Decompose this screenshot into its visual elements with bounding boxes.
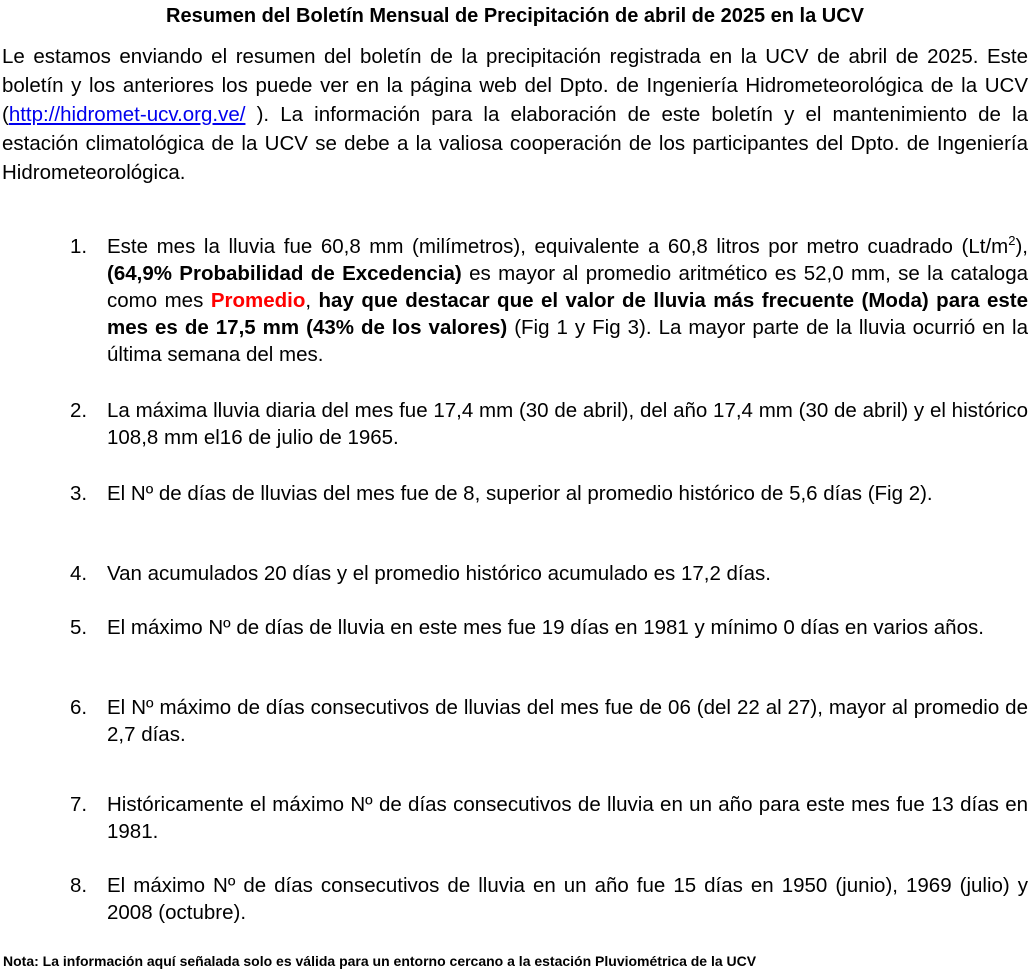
exceedance-probability: (64,9% Probabilidad de Excedencia) (107, 262, 462, 285)
list-item-5 (70, 614, 1028, 641)
footnote: Nota: La información aquí señalada solo es válida para un entorno cercano a la estación Pluviométrica de la UCV (3, 953, 757, 969)
list-item-text: El máximo Nº de días consecutivos de lluvia en un año fue 15 días en 1950 (junio), 1969 (julio) y 2008 (octubre). (107, 874, 1028, 924)
list-item-text (107, 233, 1028, 368)
list-item-number: 3. (70, 482, 88, 505)
list-item-number: 5. (70, 616, 88, 639)
list-item-8 (70, 872, 1028, 926)
text-segment: ), (1015, 235, 1028, 258)
list-item-text: Van acumulados 20 días y el promedio histórico acumulado es 17,2 días. (107, 562, 771, 585)
hidromet-website-link[interactable]: http://hidromet-ucv.org.ve/ (8, 103, 246, 126)
intro-text-before-link: Le estamos enviando el resumen del boletín de la precipitación registrada en la UCV de abril de 2025. Este boletín y los anteriores los puede ver en la página web del Dpto. de Ingeniería Hidrometeorológica de la UCV ( (2, 45, 1028, 126)
text-segment: es mayor al promedio aritmético es 52,0 mm, se la cataloga como mes (107, 262, 1028, 312)
list-item-7 (70, 791, 1028, 845)
intro-text-after-link: ). La información para la elaboración de este boletín y el mantenimiento de la estación climatológica de la UCV se debe a la valiosa cooperación de los participantes del Dpto. de Ingeniería Hidrometeorológica. (2, 103, 1028, 184)
list-item-4 (70, 560, 1028, 587)
list-item-number: 6. (70, 696, 88, 719)
text-segment: , (305, 289, 319, 312)
list-item-text: La máxima lluvia diaria del mes fue 17,4 mm (30 de abril), del año 17,4 mm (30 de abril) y el histórico 108,8 mm el16 de julio de 1965. (107, 399, 1028, 449)
text-segment: Este mes la lluvia fue 60,8 mm (milímetros), equivalente a 60,8 litros por metro cuadrado (Lt/m (107, 235, 1009, 258)
list-item-1 (70, 233, 1028, 368)
list-item-6 (70, 694, 1028, 748)
list-item-number: 7. (70, 793, 88, 816)
list-item-text: El Nº máximo de días consecutivos de lluvias del mes fue de 06 (del 22 al 27), mayor al promedio de 2,7 días. (107, 696, 1028, 746)
list-item-number: 8. (70, 874, 88, 897)
list-item-text: El máximo Nº de días de lluvia en este mes fue 19 días en 1981 y mínimo 0 días en varios años. (107, 616, 984, 639)
text-segment: (Fig 1 y Fig 3). La mayor parte de la lluvia ocurrió en la última semana del mes. (107, 316, 1028, 366)
list-item-number: 2. (70, 399, 88, 422)
mode-highlight: hay que destacar que el valor de lluvia más frecuente (Moda) para este mes es de 17,5 mm (43% de los valores) (107, 289, 1028, 339)
list-item-text: Históricamente el máximo Nº de días consecutivos de lluvia en un año para este mes fue 13 días en 1981. (107, 793, 1028, 843)
intro-paragraph (2, 42, 1028, 187)
list-item-3 (70, 480, 1028, 507)
list-item-text: El Nº de días de lluvias del mes fue de 8, superior al promedio histórico de 5,6 días (Fig 2). (107, 482, 933, 505)
month-category-highlight: Promedio (210, 289, 306, 312)
document-title: Resumen del Boletín Mensual de Precipitación de abril de 2025 en la UCV (166, 5, 864, 27)
list-item-number: 1. (70, 235, 88, 258)
superscript: 2 (1008, 233, 1016, 249)
list-item-number: 4. (70, 562, 88, 585)
list-item-2 (70, 397, 1028, 451)
